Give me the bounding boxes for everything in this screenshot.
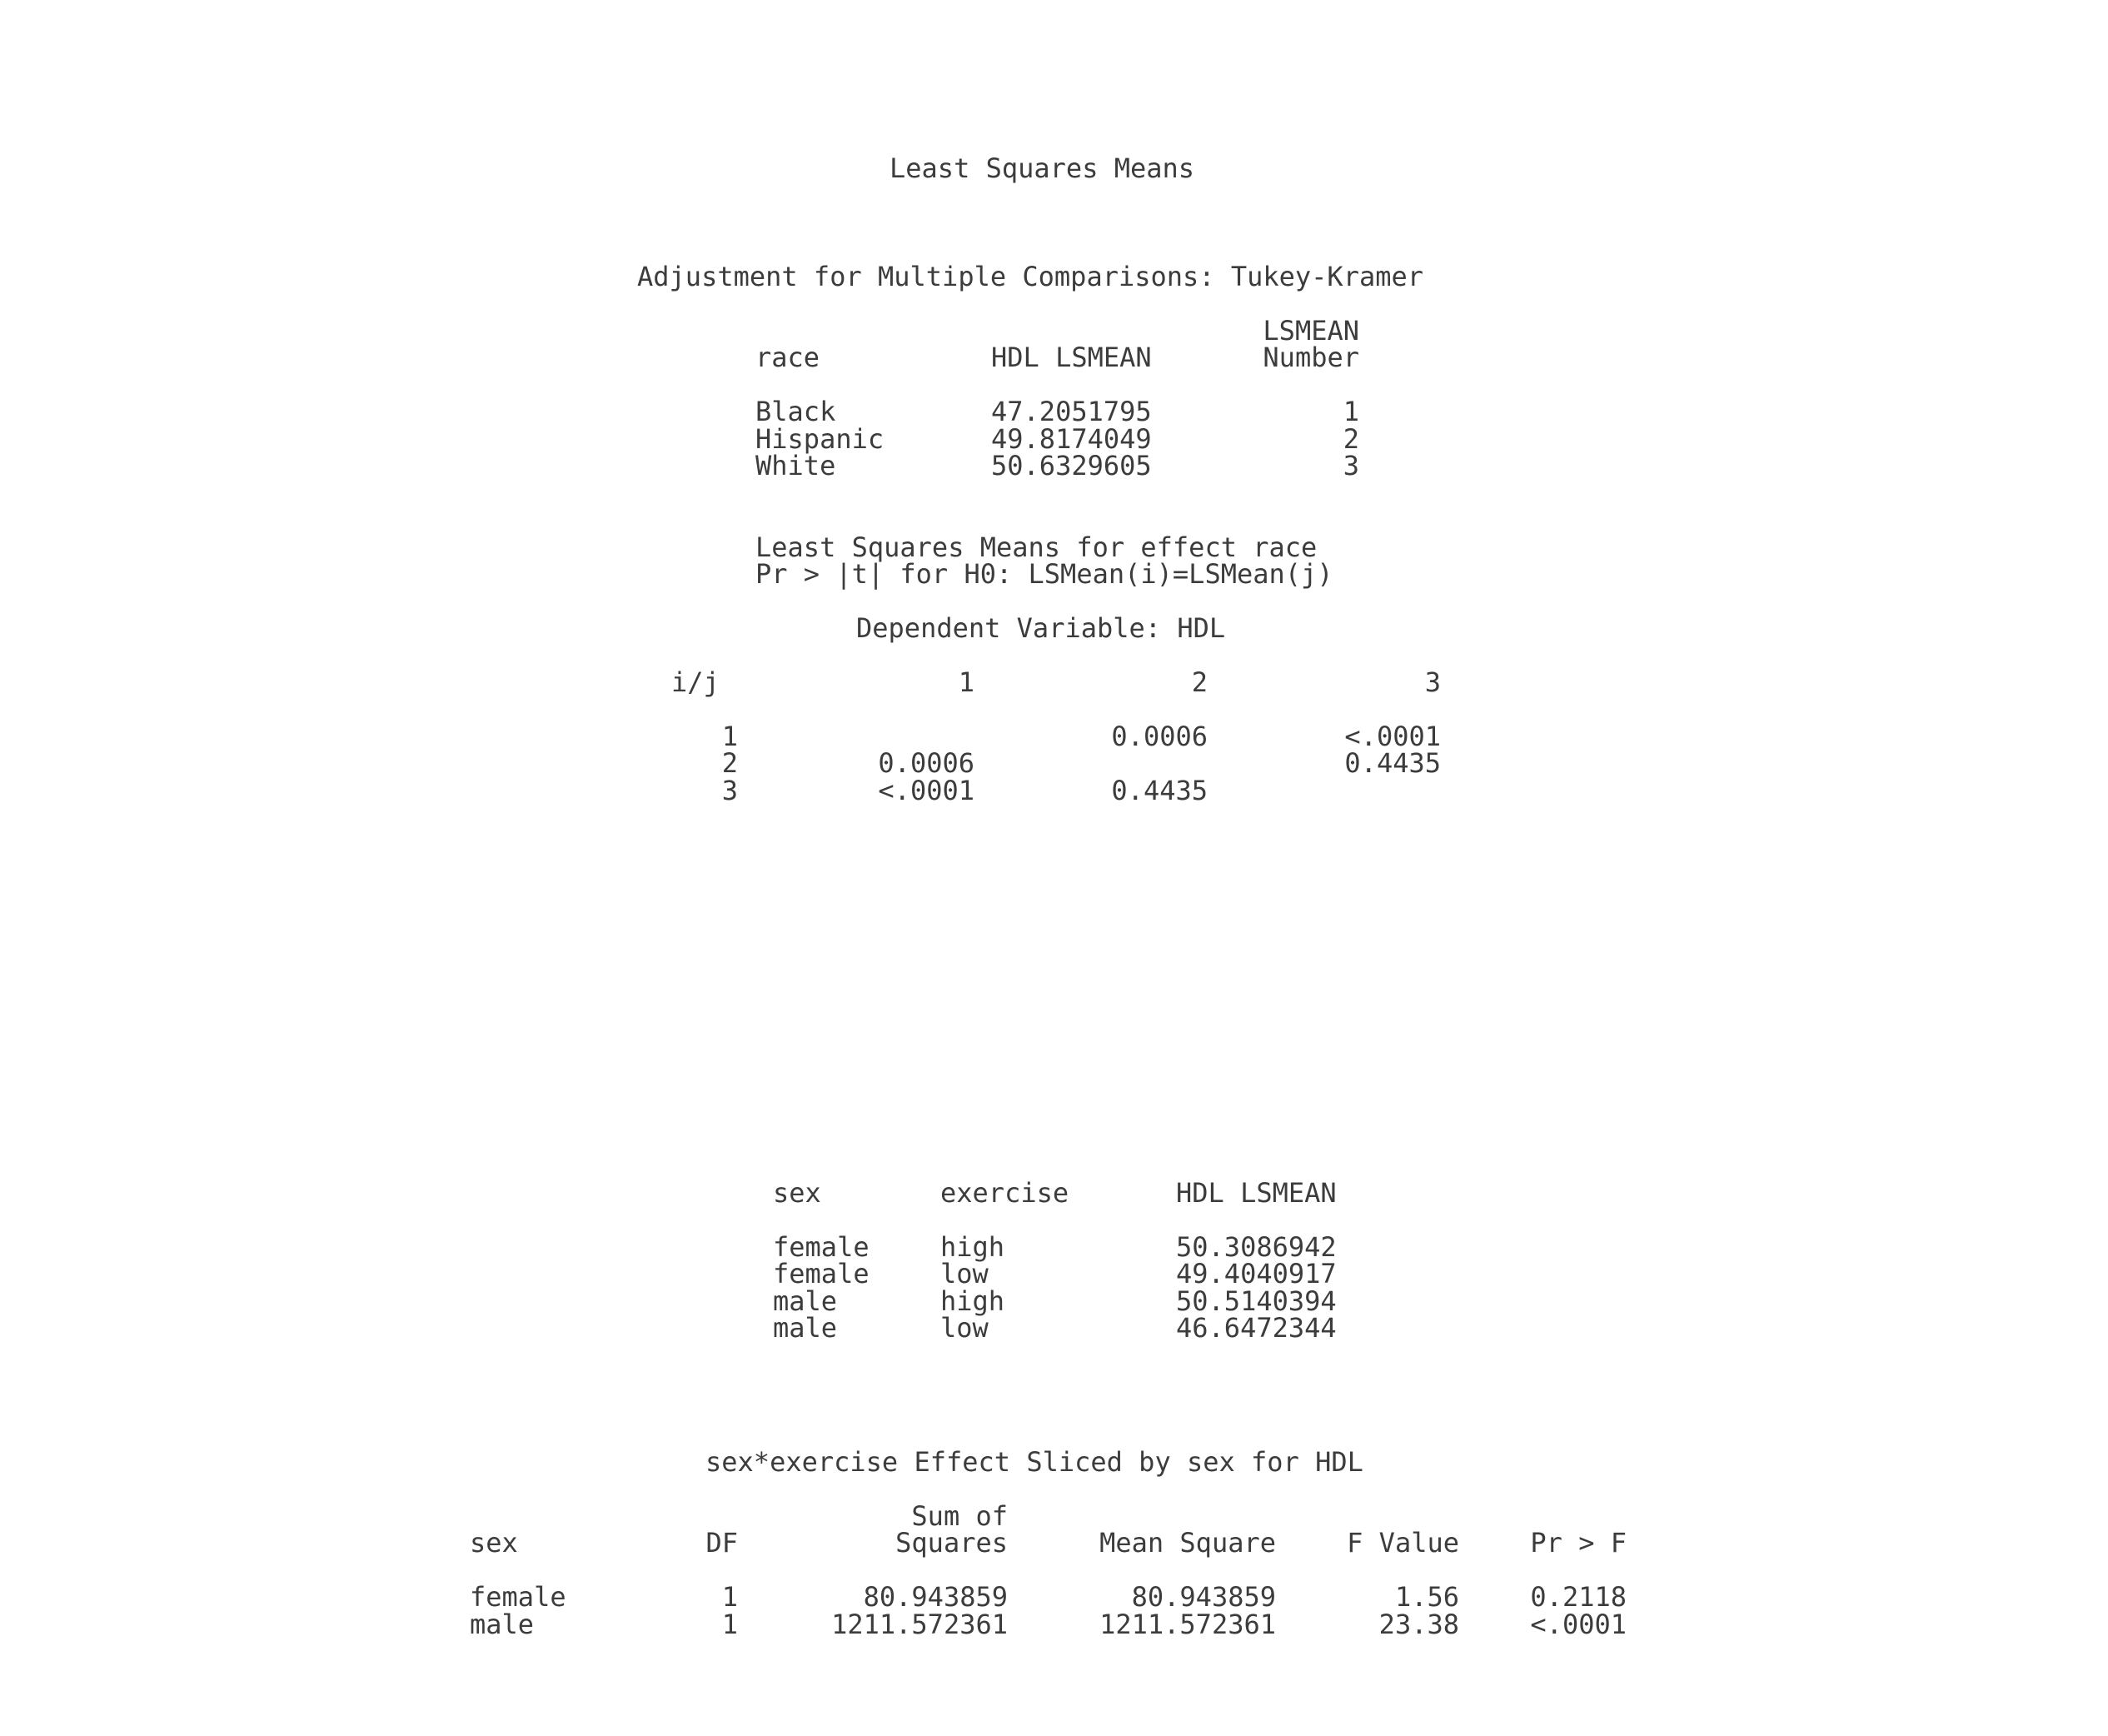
sex-cell: male xyxy=(773,1285,838,1317)
sliced-title: sex*exercise Effect Sliced by sex for HDL xyxy=(705,1446,1363,1478)
ss-cell: 80.943859 xyxy=(863,1581,1008,1613)
exercise-cell: low xyxy=(940,1258,989,1290)
ms-cell: 80.943859 xyxy=(1131,1581,1276,1613)
lsmean-cell: 50.3086942 xyxy=(1176,1231,1337,1263)
race-cell: Black xyxy=(755,396,836,427)
header-sum-of-top: Sum of xyxy=(911,1500,1008,1532)
ss-cell: 1211.572361 xyxy=(831,1609,1008,1640)
lsmean-cell: 49.4040917 xyxy=(1176,1258,1337,1290)
p-value-cell: 0.0006 xyxy=(1111,721,1208,752)
lsmean-cell: 50.5140394 xyxy=(1176,1285,1337,1317)
header-pr-f: Pr > F xyxy=(1530,1527,1627,1559)
lsmean-cell: 49.8174049 xyxy=(991,423,1152,455)
exercise-cell: low xyxy=(940,1312,989,1344)
f-cell: 1.56 xyxy=(1394,1581,1459,1613)
header-mean-square: Mean Square xyxy=(1099,1527,1276,1559)
header-col-2: 2 xyxy=(1191,666,1208,698)
row-index: 3 xyxy=(721,775,738,806)
number-cell: 2 xyxy=(1343,423,1359,455)
header-f-value: F Value xyxy=(1347,1527,1459,1559)
df-cell: 1 xyxy=(721,1581,738,1613)
race-cell: White xyxy=(755,450,836,481)
p-value-cell: 0.0006 xyxy=(878,747,974,779)
lsmean-cell: 50.6329605 xyxy=(991,450,1152,481)
exercise-cell: high xyxy=(940,1231,1005,1263)
p-value-cell: <.0001 xyxy=(878,775,974,806)
row-index: 2 xyxy=(721,747,738,779)
p-value-cell: 0.4435 xyxy=(1344,747,1441,779)
p-cell: <.0001 xyxy=(1530,1609,1627,1640)
f-cell: 23.38 xyxy=(1378,1609,1459,1640)
header-col-1: 1 xyxy=(958,666,974,698)
adjustment-note: Adjustment for Multiple Comparisons: Tukey-Kramer xyxy=(637,261,1424,292)
header-race: race xyxy=(755,342,820,373)
p-cell: 0.2118 xyxy=(1530,1581,1627,1613)
comparison-title: Least Squares Means for effect race xyxy=(755,531,1318,563)
row-index: 1 xyxy=(721,721,738,752)
header-lsmean-number-top: LSMEAN xyxy=(1263,315,1359,347)
lsmean-cell: 47.2051795 xyxy=(991,396,1152,427)
header-lsmean-number-bottom: Number xyxy=(1263,342,1359,373)
p-value-cell: <.0001 xyxy=(1344,721,1441,752)
sex-cell: female xyxy=(773,1231,870,1263)
comparison-hypothesis: Pr > |t| for H0: LSMean(i)=LSMean(j) xyxy=(755,558,1333,590)
header-hdl-lsmean: HDL LSMEAN xyxy=(991,342,1152,373)
header-sex: sex xyxy=(773,1177,821,1209)
ms-cell: 1211.572361 xyxy=(1099,1609,1276,1640)
header-exercise: exercise xyxy=(940,1177,1069,1209)
header-df: DF xyxy=(705,1527,738,1559)
sex-cell: female xyxy=(470,1581,566,1613)
header-hdl-lsmean: HDL LSMEAN xyxy=(1176,1177,1337,1209)
exercise-cell: high xyxy=(940,1285,1005,1317)
header-sex: sex xyxy=(470,1527,518,1559)
page-title: Least Squares Means xyxy=(890,152,1195,184)
header-sum-of-squares: Squares xyxy=(895,1527,1008,1559)
dependent-variable: Dependent Variable: HDL xyxy=(856,612,1226,644)
header-col-3: 3 xyxy=(1424,666,1441,698)
race-cell: Hispanic xyxy=(755,423,885,455)
lsmean-cell: 46.6472344 xyxy=(1176,1312,1337,1344)
sex-cell: male xyxy=(470,1609,535,1640)
sex-cell: female xyxy=(773,1258,870,1290)
number-cell: 3 xyxy=(1343,450,1359,481)
header-ij: i/j xyxy=(671,666,720,698)
number-cell: 1 xyxy=(1343,396,1359,427)
df-cell: 1 xyxy=(721,1609,738,1640)
sex-cell: male xyxy=(773,1312,838,1344)
p-value-cell: 0.4435 xyxy=(1111,775,1208,806)
